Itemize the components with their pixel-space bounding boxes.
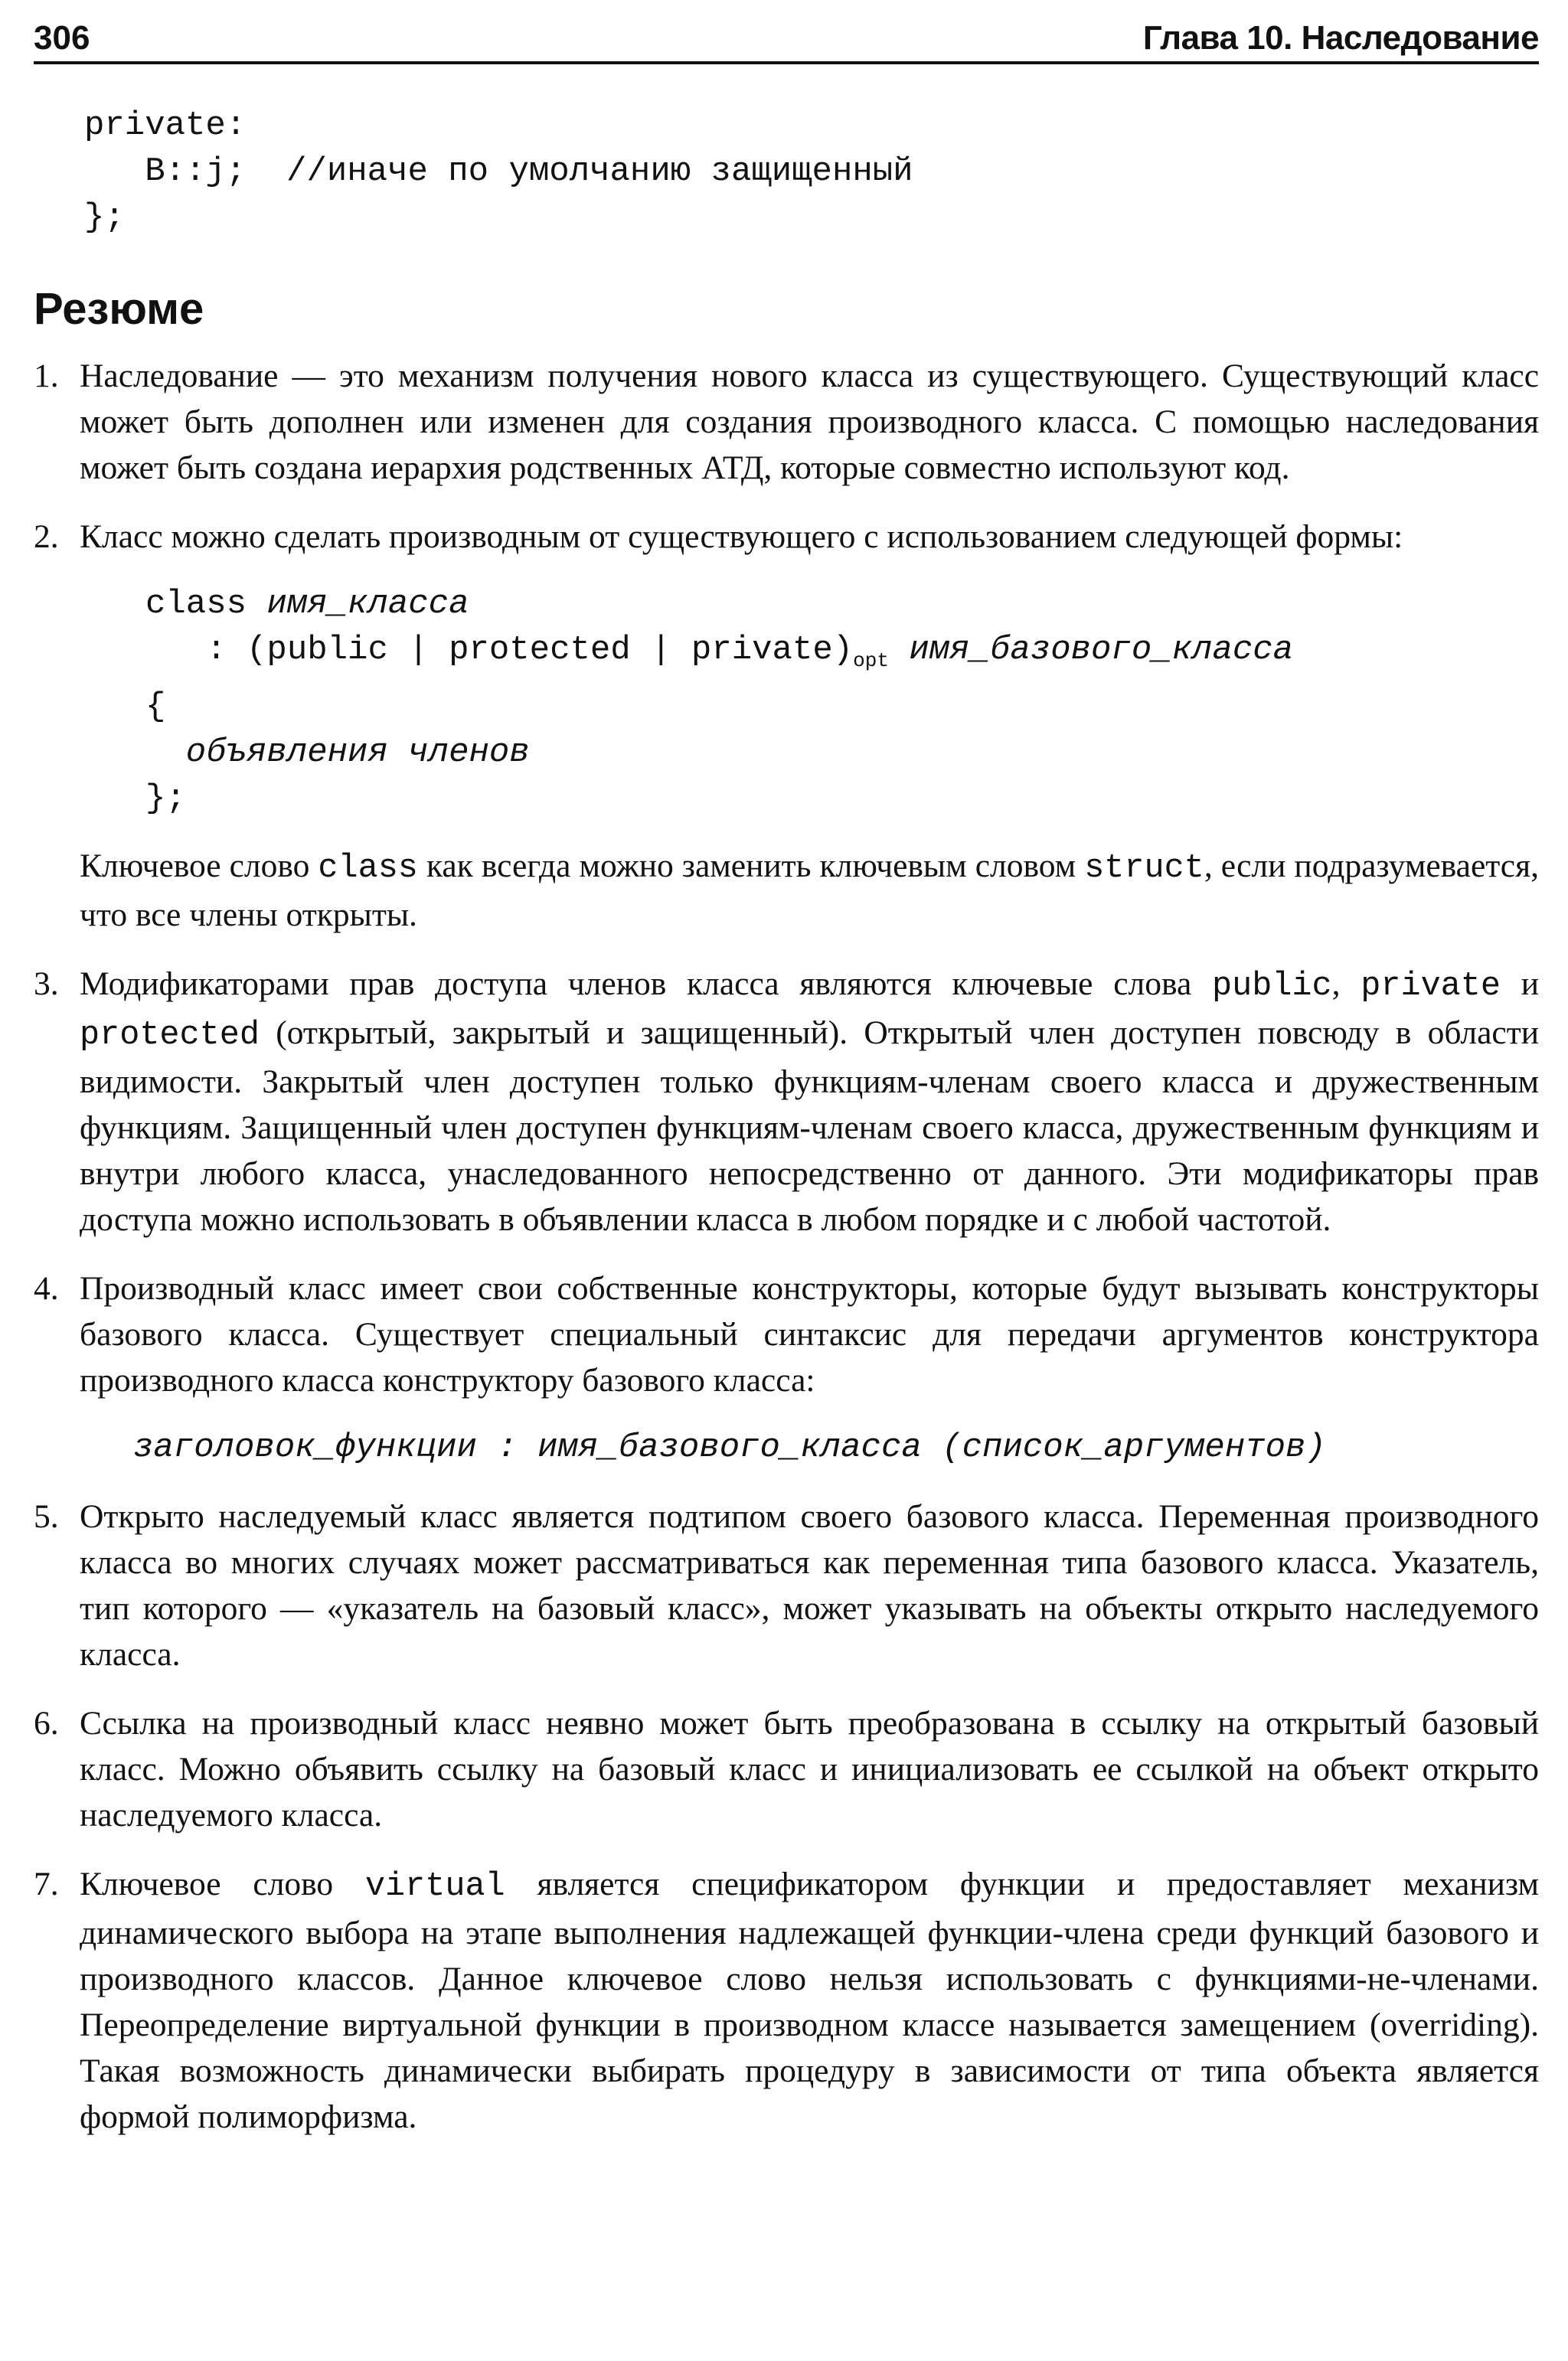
item-text: является спецификатором функции и предоставляет механизм динамического выбора на этапе выполнения надлежащей функции-члена среди функций базового и производного классов. Данное ключевое слово нельзя использовать с функциями-не-членами. Переопределение виртуальной функции в производном классе называется замещением (overriding). Такая возможность динамически выбирать процедуру в зависимости от типа объекта является формой полиморфизма.	[80, 1865, 1539, 2135]
item-text: и	[1500, 965, 1539, 1002]
item-note	[80, 843, 1539, 938]
item-text: Ссылка на производный класс неявно может быть преобразована в ссылку на открытый базовый класс. Можно объявить ссылку на базовый класс и инициализовать ее ссылкой на объект открыто наследуемого класса.	[80, 1704, 1539, 1834]
book-page	[34, 21, 1539, 2163]
list-item	[34, 1700, 1539, 1838]
list-item	[34, 1265, 1539, 1471]
item-number: 4.	[34, 1269, 59, 1307]
code-line: };	[84, 198, 125, 237]
list-item	[34, 514, 1539, 938]
page-header	[34, 21, 1539, 64]
item-number: 5.	[34, 1497, 59, 1535]
item-text: ,	[1331, 965, 1361, 1002]
list-item	[34, 1861, 1539, 2140]
list-item	[34, 1494, 1539, 1677]
keyword-protected: protected	[80, 1016, 260, 1054]
item-text: Модификаторами прав доступа членов класса являются ключевые слова	[80, 965, 1212, 1002]
item-text: (открытый, закрытый и защищенный). Открытый член доступен повсюду в области видимости. Закрытый член доступен только функциям-членам своего класса и дружественным функциям. Защищенный член доступен функциям-членам своего класса, дружественным функциям и внутри любого класса, унаследованного непосредственно от данного. Эти модификаторы прав доступа можно использовать в объявлении класса в любом порядке и с любой частотой.	[80, 1014, 1539, 1238]
note-text: , если подразумевается, что все члены открыты.	[80, 847, 1539, 933]
code-placeholder: объявления членов	[145, 733, 530, 772]
list-item	[34, 961, 1539, 1243]
code-line: private:	[84, 106, 247, 145]
chapter-title: Глава 10. Наследование	[1142, 19, 1539, 57]
keyword-private: private	[1361, 967, 1501, 1005]
keyword-public: public	[1212, 967, 1332, 1005]
section-title: Резюме	[34, 284, 204, 334]
page-number: 306	[34, 19, 90, 57]
summary-list	[34, 353, 1539, 2140]
code-line: {	[145, 687, 166, 726]
note-text: как всегда можно заменить ключевым словом	[417, 847, 1085, 884]
item-text: Открыто наследуемый класс является подтипом своего базового класса. Переменная производного класса во многих случаях может рассматриваться как переменная типа базового класса. Указатель, тип которого — «указатель на базовый класс», может указывать на объекты открыто наследуемого класса.	[80, 1497, 1539, 1673]
list-item	[34, 353, 1539, 491]
top-code-block	[84, 103, 1539, 240]
code-text: : (public | protected | private)	[145, 631, 854, 669]
code-placeholder: имя_базового_класса	[888, 631, 1294, 669]
item-text: Ключевое слово	[80, 1865, 365, 1902]
code-keyword: class	[145, 585, 267, 623]
constructor-syntax-code: заголовок_функции : имя_базового_класса (список_аргументов)	[133, 1428, 1326, 1467]
keyword-virtual: virtual	[364, 1867, 505, 1905]
code-line: B::j; //иначе по умолчанию защищенный	[84, 152, 913, 191]
item-text: Класс можно сделать производным от существующего с использованием следующей формы:	[80, 518, 1403, 555]
note-text: Ключевое слово	[80, 847, 318, 884]
code-line: };	[145, 779, 186, 818]
item-number: 1.	[34, 358, 59, 394]
code-placeholder: имя_класса	[266, 585, 469, 623]
keyword-class: class	[318, 849, 418, 887]
item-number: 2.	[34, 518, 59, 555]
class-syntax-code	[145, 581, 1539, 821]
keyword-struct: struct	[1084, 849, 1204, 887]
code-subscript: opt	[853, 648, 889, 672]
item-number: 3.	[34, 965, 59, 1002]
item-number: 7.	[34, 1865, 59, 1902]
item-text: Производный класс имеет свои собственные конструкторы, которые будут вызывать конструкторы базового класса. Существует специальный синтаксис для передачи аргументов конструктора производного класса конструктору базового класса:	[80, 1269, 1539, 1399]
item-text: Наследование — это механизм получения нового класса из существующего. Существующий класс может быть дополнен или изменен для создания производного класса. С помощью наследования может быть создана иерархия родственных АТД, которые совместно используют код.	[80, 358, 1539, 486]
item-number: 6.	[34, 1704, 59, 1742]
